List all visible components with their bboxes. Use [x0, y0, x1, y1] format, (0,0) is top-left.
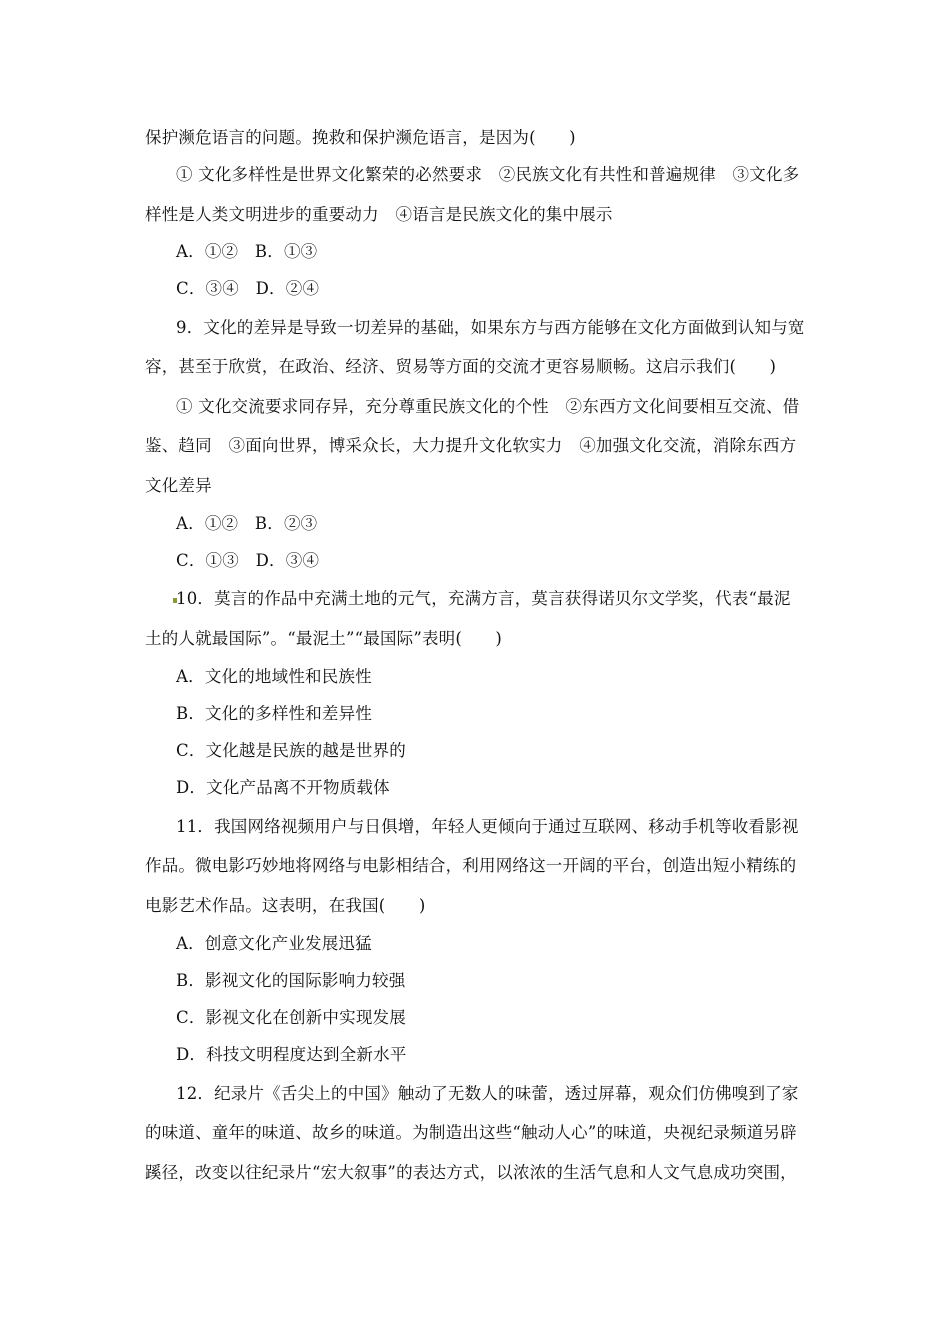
- text-line: 电影艺术作品。这表明，在我国( ): [145, 896, 426, 915]
- text-line: 保护濒危语言的问题。挽救和保护濒危语言，是因为( ): [145, 128, 576, 147]
- text-line: 容，甚至于欣赏，在政治、经济、贸易等方面的交流才更容易顺畅。这启示我们( ): [145, 357, 777, 376]
- text-line: ① 文化交流要求同存异，充分尊重民族文化的个性 ②东西方文化间要相互交流、借: [176, 397, 800, 416]
- option-line: C．影视文化在创新中实现发展: [176, 1008, 406, 1027]
- option-line: A．①② B．②③: [176, 514, 318, 533]
- text-line: 样性是人类文明进步的重要动力 ④语言是民族文化的集中展示: [145, 205, 613, 224]
- option-line: D．科技文明程度达到全新水平: [176, 1045, 407, 1064]
- option-line: A．①② B．①③: [176, 242, 318, 261]
- question-12-line: 12．纪录片《舌尖上的中国》触动了无数人的味蕾，透过屏幕，观众们仿佛嗅到了家: [176, 1084, 799, 1103]
- text-line: 作品。微电影巧妙地将网络与电影相结合，利用网络这一开阔的平台，创造出短小精练的: [145, 856, 797, 875]
- option-line: B．文化的多样性和差异性: [176, 704, 373, 723]
- question-11-line: 11．我国网络视频用户与日俱增，年轻人更倾向于通过互联网、移动手机等收看影视: [176, 817, 799, 836]
- text-line: 土的人就最国际”。“最泥土”“最国际”表明( ): [145, 629, 503, 648]
- text-line: 蹊径，改变以往纪录片“宏大叙事”的表达方式，以浓浓的生活气息和人文气息成功突围，: [145, 1163, 797, 1182]
- text-line: 的味道、童年的味道、故乡的味道。为制造出这些“触动人心”的味道，央视纪录频道另辟: [145, 1123, 797, 1142]
- question-10-line: 10．莫言的作品中充满土地的元气，充满方言，莫言获得诺贝尔文学奖，代表“最泥: [176, 589, 791, 608]
- option-line: A．创意文化产业发展迅猛: [176, 934, 372, 953]
- text-line: 文化差异: [145, 476, 212, 495]
- option-line: C．①③ D．③④: [176, 551, 320, 570]
- text-line: ① 文化多样性是世界文化繁荣的必然要求 ②民族文化有共性和普遍规律 ③文化多: [176, 165, 800, 184]
- option-line: D．文化产品离不开物质载体: [176, 778, 390, 797]
- text-line: 鉴、趋同 ③面向世界，博采众长，大力提升文化软实力 ④加强文化交流，消除东西方: [145, 436, 797, 455]
- option-line: A．文化的地域性和民族性: [176, 667, 372, 686]
- option-line: C．③④ D．②④: [176, 279, 320, 298]
- option-line: C．文化越是民族的越是世界的: [176, 741, 406, 760]
- question-9-line: 9．文化的差异是导致一切差异的基础，如果东方与西方能够在文化方面做到认知与宽: [176, 318, 805, 337]
- option-line: B．影视文化的国际影响力较强: [176, 971, 406, 990]
